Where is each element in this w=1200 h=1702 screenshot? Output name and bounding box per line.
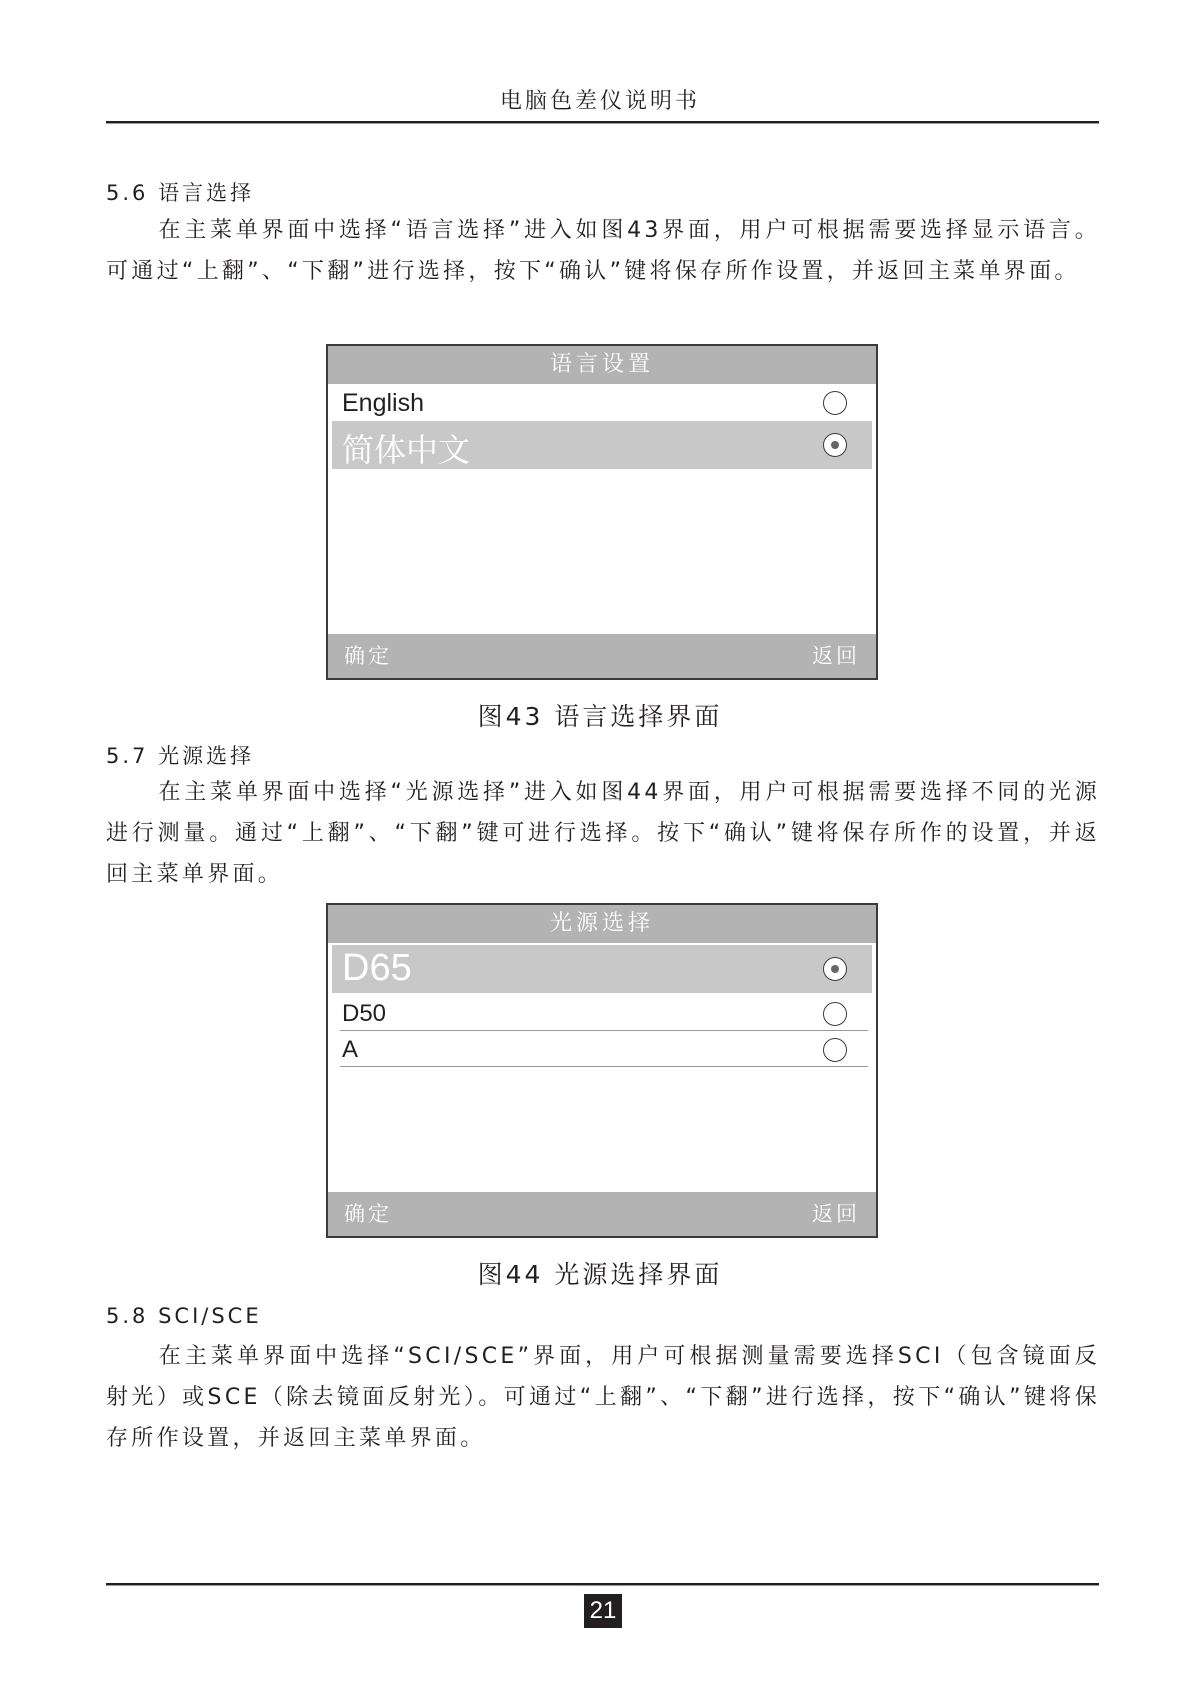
radio-unchecked-icon[interactable] <box>823 391 847 415</box>
row-divider <box>340 1030 868 1031</box>
radio-checked-icon[interactable] <box>823 433 847 457</box>
option-label: English <box>342 389 424 417</box>
section-number: 5.8 <box>106 1304 149 1328</box>
option-d50[interactable] <box>332 995 872 1029</box>
section-paragraph-5-7 <box>106 772 1100 895</box>
back-softkey[interactable]: 返回 <box>812 644 860 668</box>
language-settings-screen <box>326 344 878 680</box>
section-heading-5-7 <box>106 740 254 770</box>
option-label: D50 <box>342 1000 387 1027</box>
option-label: D65 <box>342 947 412 989</box>
radio-checked-icon[interactable] <box>823 957 847 981</box>
section-title: 语言选择 <box>158 181 255 205</box>
radio-unchecked-icon[interactable] <box>823 1038 847 1062</box>
paragraph-text: 在主菜单界面中选择“SCI/SCE”界面，用户可根据测量需要选择SCI（包含镜面反射光）或SCE（除去镜面反射光）。可通过“上翻”、“下翻”进行选择，按下“确认”键将保存所作设置，并返回主菜单界面。 <box>106 1344 1100 1451</box>
screen-title-bar: 语言设置 <box>328 346 876 384</box>
screen-footer-bar <box>328 1192 876 1236</box>
section-heading-5-6 <box>106 177 254 207</box>
page-number: 21 <box>584 1594 622 1628</box>
section-title: 光源选择 <box>158 744 255 768</box>
footer-rule <box>106 1583 1099 1586</box>
back-softkey[interactable]: 返回 <box>812 1202 860 1226</box>
section-paragraph-5-6 <box>106 210 1100 292</box>
confirm-softkey[interactable]: 确定 <box>344 1202 392 1226</box>
option-simplified-chinese[interactable] <box>332 421 872 469</box>
section-heading-5-8 <box>106 1304 262 1328</box>
confirm-softkey[interactable]: 确定 <box>344 644 392 668</box>
option-label: 简体中文 <box>342 432 471 468</box>
figure-caption-44: 图44 光源选择界面 <box>477 1260 723 1289</box>
light-source-screen <box>326 903 878 1238</box>
row-divider <box>340 1066 868 1067</box>
paragraph-text: 在主菜单界面中选择“语言选择”进入如图43界面，用户可根据需要选择显示语言。可通过“上翻”、“下翻”进行选择，按下“确认”键将保存所作设置，并返回主菜单界面。 <box>106 218 1100 284</box>
radio-unchecked-icon[interactable] <box>823 1002 847 1026</box>
screen-title-bar: 光源选择 <box>328 905 876 943</box>
paragraph-text: 在主菜单界面中选择“光源选择”进入如图44界面，用户可根据需要选择不同的光源进行测量。通过“上翻”、“下翻”键可进行选择。按下“确认”键将保存所作的设置，并返回主菜单界面。 <box>106 780 1100 887</box>
screen-footer-bar <box>328 634 876 678</box>
figure-caption-43: 图43 语言选择界面 <box>477 702 723 731</box>
section-number: 5.6 <box>106 181 149 205</box>
option-english[interactable] <box>332 386 872 420</box>
section-paragraph-5-8 <box>106 1336 1100 1459</box>
option-d65[interactable] <box>332 945 872 993</box>
option-a[interactable] <box>332 1032 872 1066</box>
option-label: A <box>342 1036 359 1063</box>
section-title: SCI/SCE <box>158 1304 262 1328</box>
running-header: 电脑色差仪说明书 <box>499 89 700 114</box>
header-rule <box>106 121 1099 124</box>
section-number: 5.7 <box>106 744 149 768</box>
